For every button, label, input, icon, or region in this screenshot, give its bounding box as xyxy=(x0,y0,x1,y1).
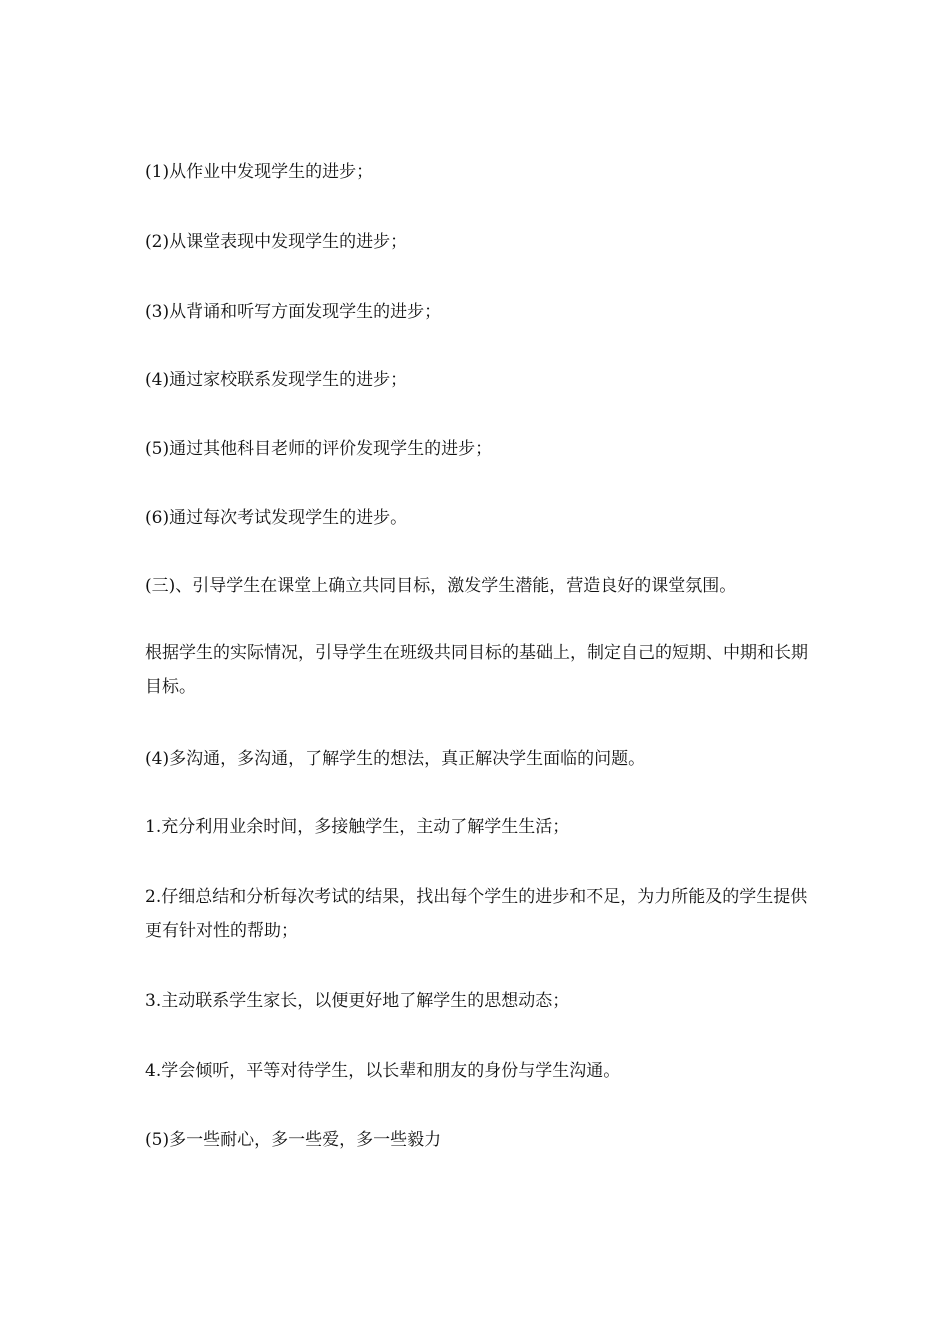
list-item-find-progress-recitation: (3)从背诵和听写方面发现学生的进步； xyxy=(145,302,442,322)
list-item-find-progress-other-teachers: (5)通过其他科目老师的评价发现学生的进步； xyxy=(145,439,493,459)
paragraph-goal-setting: 根据学生的实际情况，引导学生在班级共同目标的基础上，制定自己的短期、中期和长期目标。 xyxy=(145,643,808,697)
section-heading-communication: (4)多沟通，多沟通，了解学生的想法，真正解决学生面临的问题。 xyxy=(145,749,646,769)
list-item-contact-students: 1.充分利用业余时间，多接触学生，主动了解学生生活； xyxy=(145,817,570,837)
list-item-find-progress-home-school: (4)通过家校联系发现学生的进步； xyxy=(145,370,408,390)
section-heading-patience-love: (5)多一些耐心，多一些爱，多一些毅力 xyxy=(145,1130,442,1150)
list-item-analyze-exams: 2.仔细总结和分析每次考试的结果，找出每个学生的进步和不足，为力所能及的学生提供更有针对性的帮助； xyxy=(145,887,808,941)
list-item-find-progress-exams: (6)通过每次考试发现学生的进步。 xyxy=(145,508,408,528)
section-heading-common-goals: (三)、引导学生在课堂上确立共同目标，激发学生潜能，营造良好的课堂氛围。 xyxy=(145,576,737,596)
list-item-find-progress-homework: (1)从作业中发现学生的进步； xyxy=(145,162,374,182)
list-item-find-progress-classroom: (2)从课堂表现中发现学生的进步； xyxy=(145,232,408,252)
list-item-contact-parents: 3.主动联系学生家长，以便更好地了解学生的思想动态； xyxy=(145,991,570,1011)
list-item-listen-equally: 4.学会倾听，平等对待学生，以长辈和朋友的身份与学生沟通。 xyxy=(145,1061,621,1081)
